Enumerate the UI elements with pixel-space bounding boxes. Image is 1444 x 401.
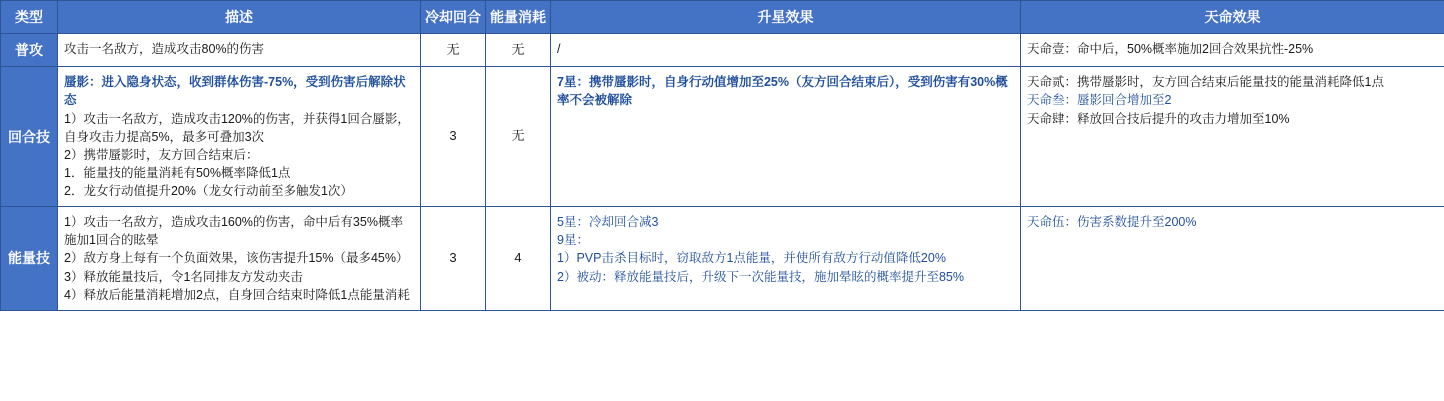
star-effect-line: 1）PVP击杀目标时，窃取敌方1点能量，并使所有敌方行动值降低20% [557,251,946,266]
skill-type-cell: 回合技 [1,67,58,207]
skill-type-cell: 普攻 [1,34,58,67]
fate-effect-cell [1021,34,1444,67]
cooldown-cell: 3 [421,67,486,207]
fate-effect-cell [1021,67,1444,207]
star-effect-cell [551,207,1021,311]
table-row [1,207,1444,311]
skill-description-cell [58,34,421,67]
description-line: 2）携带蜃影时，友方回合结束后： [64,147,259,162]
description-line: 4）释放后能量消耗增加2点，自身回合结束时降低1点能量消耗 [64,287,410,302]
fate-effect-line: 天命贰：携带蜃影时，友方回合结束后能量技的能量消耗降低1点 [1027,75,1384,90]
header-fate: 天命效果 [1021,1,1444,34]
description-line: 蜃影：进入隐身状态，收到群体伤害-75%，受到伤害后解除状态 [64,75,406,108]
fate-effect-line: 天命肆：释放回合技后提升的攻击力增加至10% [1027,111,1290,126]
star-effect-line: 9星： [557,233,589,248]
skill-description-cell [58,207,421,311]
star-effect-line: 5星：冷却回合减3 [557,215,659,230]
table-header-row [1,1,1444,34]
description-line: 3）释放能量技后，令1名同排友方发动夹击 [64,269,303,284]
fate-effect-line: 天命伍：伤害系数提升至200% [1027,215,1197,230]
description-line: 攻击一名敌方，造成攻击80%的伤害 [64,42,265,56]
cooldown-cell: 3 [421,207,486,311]
star-effect-line: / [557,42,561,56]
fate-effect-line: 天命壹：命中后，50%概率施加2回合效果抗性-25% [1027,42,1314,56]
description-line: 1．能量技的能量消耗有50%概率降低1点 [64,165,291,180]
header-star: 升星效果 [551,1,1021,34]
star-effect-line: 2）被动：释放能量技后，升级下一次能量技，施加晕眩的概率提升至85% [557,269,964,284]
star-effect-cell [551,34,1021,67]
description-line: 1）攻击一名敌方，造成攻击120%的伤害，并获得1回合蜃影，自身攻击力提高5%，最多可叠加3次 [64,111,410,144]
table-row [1,34,1444,67]
description-line: 2）敌方身上每有一个负面效果，该伤害提升15%（最多45%） [64,251,409,266]
table-row [1,67,1444,207]
description-line: 2．龙女行动值提升20%（龙女行动前至多触发1次） [64,184,353,199]
header-type: 类型 [1,1,58,34]
energy-cost-cell: 4 [486,207,551,311]
cooldown-cell: 无 [421,34,486,67]
header-energy: 能量消耗 [486,1,551,34]
energy-cost-cell: 无 [486,34,551,67]
skill-description-cell [58,67,421,207]
star-effect-line: 7星：携带蜃影时，自身行动值增加至25%（友方回合结束后），受到伤害有30%概率不会被解除 [557,75,1008,108]
fate-effect-line: 天命叁：蜃影回合增加至2 [1027,93,1172,108]
energy-cost-cell: 无 [486,67,551,207]
star-effect-cell [551,67,1021,207]
header-cooldown: 冷却回合 [421,1,486,34]
header-desc: 描述 [58,1,421,34]
skill-type-cell: 能量技 [1,207,58,311]
description-line: 1）攻击一名敌方，造成攻击160%的伤害，命中后有35%概率施加1回合的眩晕 [64,215,403,248]
fate-effect-cell [1021,207,1444,311]
